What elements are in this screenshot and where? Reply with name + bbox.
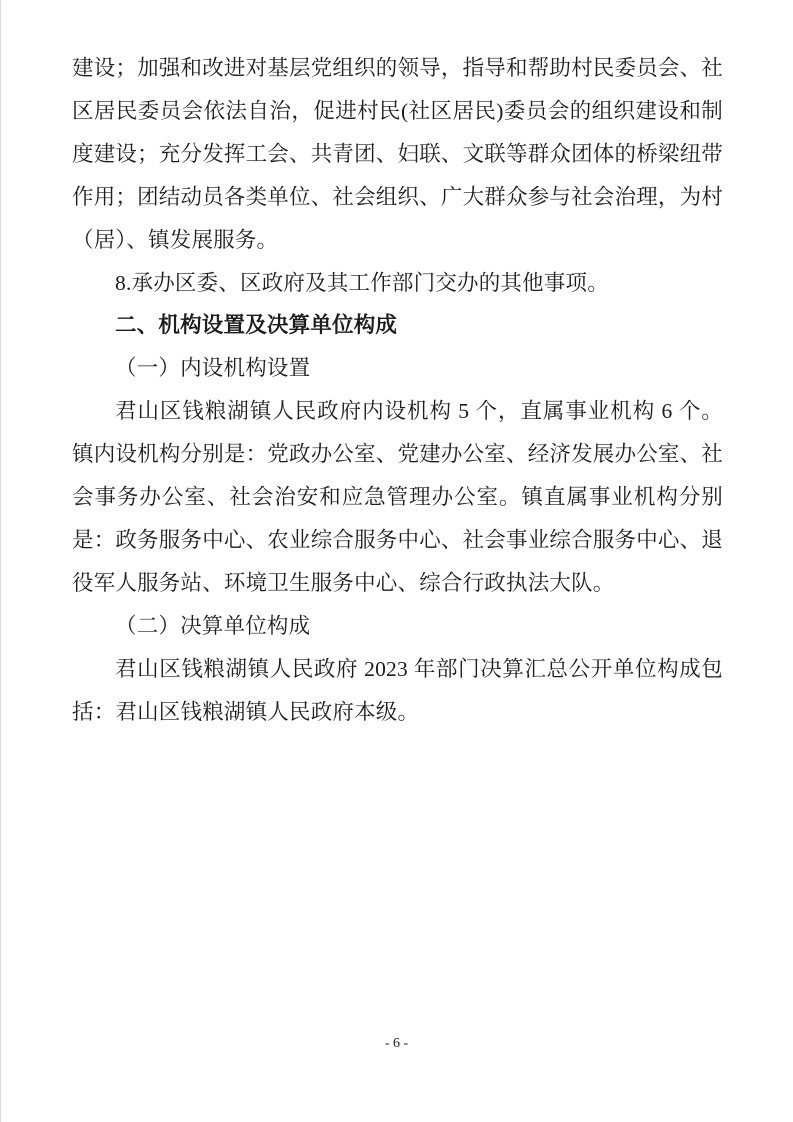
page-number: - 6 - — [384, 1036, 409, 1051]
document-body — [72, 47, 723, 734]
page-left-edge-line — [0, 0, 1, 1122]
subsection-heading-unit-composition: （二）决算单位构成 — [115, 613, 311, 638]
subsection-heading-internal-org: （一）内设机构设置 — [115, 356, 311, 381]
paragraph-continuation: 建设；加强和改进对基层党组织的领导，指导和帮助村民委员会、社区居民委员会依法自治，促进村民(社区居民)委员会的组织建设和制度建设；充分发挥工会、共青团、妇联、文联等群众团体的桥梁纽带作用；团结动员各类单位、社会组织、广大群众参与社会治理，为村（居）、镇发展服务。 — [72, 56, 724, 252]
section-heading-organization: 二、机构设置及决算单位构成 — [115, 313, 398, 338]
paragraph-duty-item-8: 8.承办区委、区政府及其工作部门交办的其他事项。 — [115, 270, 609, 295]
paragraph-org-setup: 君山区钱粮湖镇人民政府内设机构 5 个，直属事业机构 6 个。镇内设机构分别是：党政办公室、党建办公室、经济发展办公室、社会事务办公室、社会治安和应急管理办公室。镇直属事业机构分别是：政务服务中心、农业综合服务中心、社会事业综合服务中心、退役军人服务站、环境卫生服务中心、综合行政执法大队。 — [72, 399, 724, 595]
paragraph-unit-composition: 君山区钱粮湖镇人民政府 2023 年部门决算汇总公开单位构成包括：君山区钱粮湖镇人民政府本级。 — [72, 656, 723, 724]
